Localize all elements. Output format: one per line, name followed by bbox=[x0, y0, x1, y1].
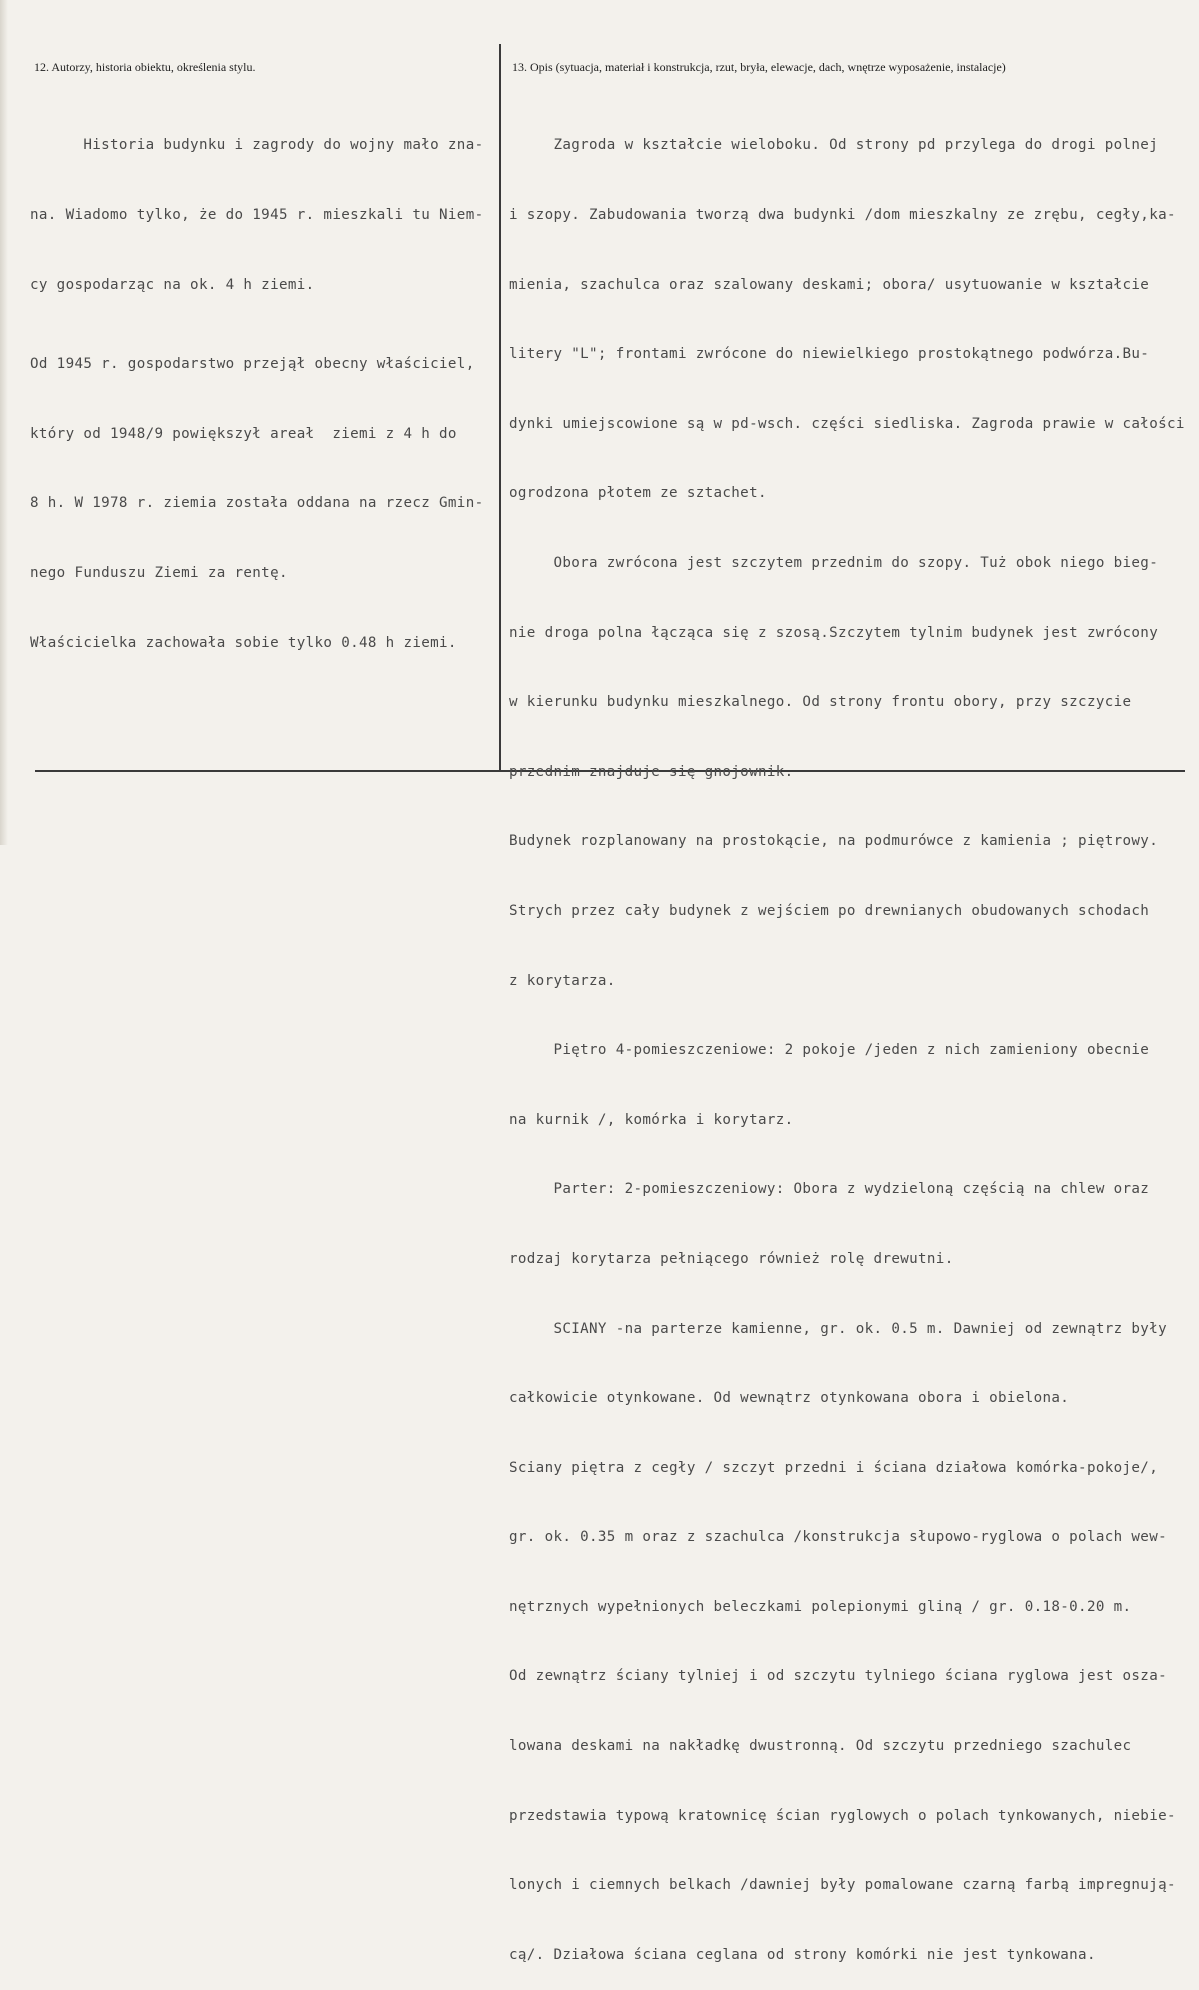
text-line: Strych przez cały budynek z wejściem po drewnianych obudowanych schodach bbox=[509, 902, 1150, 919]
text-line: ogrodzona płotem ze sztachet. bbox=[509, 485, 767, 502]
text-line: Od 1945 r. gospodarstwo przejął obecny właściciel, bbox=[30, 356, 475, 373]
text-line: Sciany piętra z cegły / szczyt przedni i ściana działowa komórka-pokoje/, bbox=[509, 1459, 1159, 1476]
text-line: przedstawia typową kratownicę ścian ryglowych o polach tynkowanych, niebie- bbox=[509, 1807, 1176, 1824]
page-edge bbox=[0, 0, 8, 845]
text-line: i szopy. Zabudowania tworzą dwa budynki /dom mieszkalny ze zrębu, cegły,ka- bbox=[509, 207, 1176, 223]
text-line: lowana deskami na nakładkę dwustronną. Od szczytu przedniego szachulec bbox=[509, 1738, 1132, 1755]
description-text bbox=[509, 88, 1185, 1990]
text-line: Zagroda w kształcie wieloboku. Od strony pd przylega do drogi polnej bbox=[509, 137, 1159, 154]
text-line: na kurnik /, komórka i korytarz. bbox=[509, 1111, 794, 1128]
text-line: Obora zwrócona jest szczytem przednim do szopy. Tuż obok niego bieg- bbox=[509, 554, 1159, 571]
text-line: cy gospodarząc na ok. 4 h ziemi. bbox=[30, 276, 315, 293]
text-line: gr. ok. 0.35 m oraz z szachulca /konstrukcja słupowo-ryglowa o polach wew- bbox=[509, 1529, 1167, 1546]
text-line: mienia, szachulca oraz szalowany deskami; obora/ usytuowanie w kształcie bbox=[509, 276, 1150, 293]
column-divider bbox=[499, 44, 501, 772]
text-line: nego Funduszu Ziemi za rentę. bbox=[30, 564, 288, 581]
text-line: litery "L"; frontami zwrócone do niewielkiego prostokątnego podwórza.Bu- bbox=[509, 346, 1150, 363]
text-line: rodzaj korytarza pełniącego również rolę drewutni. bbox=[509, 1250, 954, 1267]
text-line: z korytarza. bbox=[509, 972, 616, 989]
text-line: który od 1948/9 powiększył areał ziemi z 4 h do bbox=[30, 425, 457, 442]
section-13-header: 13. Opis (sytuacja, materiał i konstrukcja, rzut, bryła, elewacje, dach, wnętrze wyposażenie, instalacje) bbox=[512, 60, 1006, 74]
text-line: Parter: 2-pomieszczeniowy: Obora z wydzieloną częścią na chlew oraz bbox=[509, 1181, 1150, 1198]
text-line: SCIANY -na parterze kamienne, gr. ok. 0.5 m. Dawniej od zewnątrz były bbox=[509, 1320, 1167, 1337]
text-line: nętrznych wypełnionych beleczkami polepionymi gliną / gr. 0.18-0.20 m. bbox=[509, 1598, 1132, 1615]
text-line: lonych i ciemnych belkach /dawniej były pomalowane czarną farbą impregnują- bbox=[509, 1877, 1176, 1894]
text-line: cą/. Działowa ściana ceglana od strony komórki nie jest tynkowana. bbox=[509, 1946, 1096, 1963]
text-line: Piętro 4-pomieszczeniowe: 2 pokoje /jeden z nich zamieniony obecnie bbox=[509, 1042, 1150, 1059]
text-line: Historia budynku i zagrody do wojny mało zna- bbox=[30, 137, 484, 154]
text-line: przednim znajduje się gnojownik. bbox=[509, 763, 794, 780]
text-line: dynki umiejscowione są w pd-wsch. części siedliska. Zagroda prawie w całości bbox=[509, 415, 1185, 432]
text-line: na. Wiadomo tylko, że do 1945 r. mieszkali tu Niem- bbox=[30, 207, 484, 223]
text-line: w kierunku budynku mieszkalnego. Od strony frontu obory, przy szczycie bbox=[509, 694, 1132, 711]
text-line: całkowicie otynkowane. Od wewnątrz otynkowana obora i obielona. bbox=[509, 1390, 1070, 1407]
text-line: Od zewnątrz ściany tylniej i od szczytu tylniego ściana ryglowa jest osza- bbox=[509, 1668, 1167, 1685]
section-12-header: 12. Autorzy, historia obiektu, określenia stylu. bbox=[34, 60, 256, 74]
text-line: Właścicielka zachowała sobie tylko 0.48 h ziemi. bbox=[30, 634, 457, 651]
text-line: nie droga polna łącząca się z szosą.Szczytem tylnim budynek jest zwrócony bbox=[509, 624, 1159, 641]
text-line: 8 h. W 1978 r. ziemia została oddana na rzecz Gmin- bbox=[30, 495, 484, 512]
text-line: Budynek rozplanowany na prostokącie, na podmurówce z kamienia ; piętrowy. bbox=[509, 833, 1159, 850]
history-text bbox=[30, 88, 483, 678]
